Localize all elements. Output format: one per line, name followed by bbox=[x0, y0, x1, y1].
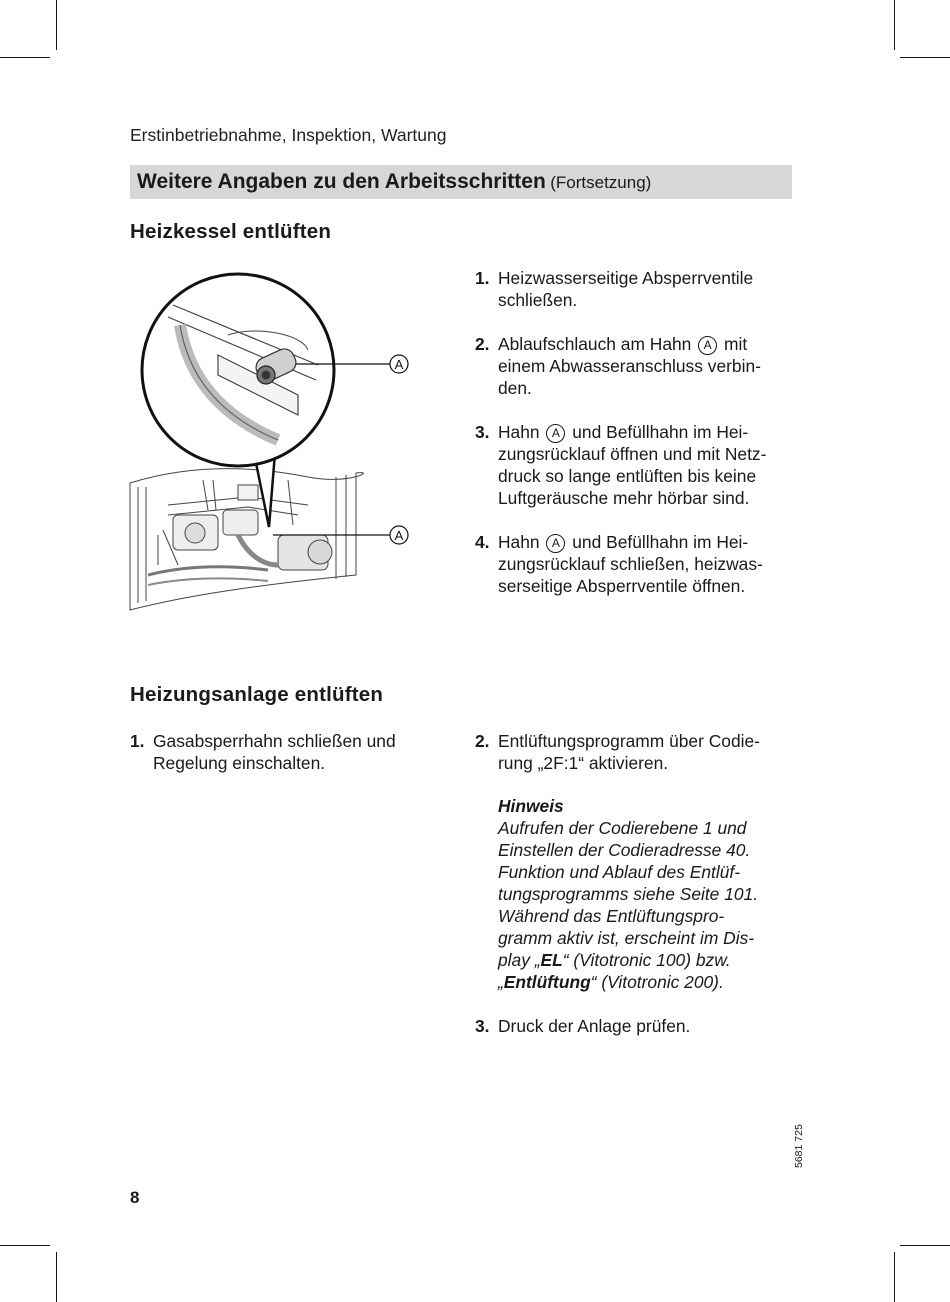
crop-mark bbox=[894, 0, 895, 50]
crop-mark bbox=[56, 1252, 57, 1302]
callout-a-inline: A bbox=[698, 336, 717, 355]
callout-a-bottom-label: A bbox=[394, 528, 404, 543]
step-2-venting-program: 2. Entlüftungsprogramm über Codie- rung „2F:1“ aktivieren. bbox=[475, 731, 760, 773]
crop-mark bbox=[894, 1252, 895, 1302]
crop-mark bbox=[900, 57, 950, 58]
crop-mark bbox=[0, 1245, 50, 1246]
step-4-close-and-open: 4. Hahn A und Befüllhahn im Hei- zungsrücklauf schließen, heizwas- serseitige Absperrventile öffnen. bbox=[475, 532, 763, 596]
heading-heizkessel-entlueften: Heizkessel entlüften bbox=[130, 220, 332, 243]
heading-heizungsanlage-entlueften: Heizungsanlage entlüften bbox=[130, 683, 384, 706]
running-header: Erstinbetriebnahme, Inspektion, Wartung bbox=[130, 125, 447, 145]
section-title: Weitere Angaben zu den Arbeitsschritten bbox=[137, 170, 546, 193]
boiler-lower-drawing bbox=[130, 469, 363, 610]
note-title: Hinweis bbox=[498, 796, 564, 816]
boiler-venting-illustration bbox=[128, 265, 428, 615]
callout-a-inline: A bbox=[546, 534, 565, 553]
callout-a-inline: A bbox=[546, 424, 565, 443]
step-1-gas-valve: 1. Gasabsperrhahn schließen und Regelung einschalten. bbox=[130, 731, 396, 773]
step-1-close-valves: 1. Heizwasserseitige Absperrventile schließen. bbox=[475, 268, 754, 310]
page-number: 8 bbox=[130, 1188, 140, 1207]
step-2-connect-hose: 2. Ablaufschlauch am Hahn A mit einem Abwasseranschluss verbin- den. bbox=[475, 334, 761, 398]
step-3-check-pressure: 3. Druck der Anlage prüfen. bbox=[475, 1016, 691, 1036]
step-3-open-and-vent: 3. Hahn A und Befüllhahn im Hei- zungsrücklauf öffnen und mit Netz- druck so lange entlüften bis keine Luftgeräusche mehr hörbar sind. bbox=[475, 422, 767, 508]
crop-mark bbox=[56, 0, 57, 50]
callout-a-top-label: A bbox=[394, 357, 404, 372]
section-title-bar bbox=[130, 165, 792, 199]
note-block: Hinweis Aufrufen der Codierebene 1 und Einstellen der Codieradresse 40. Funktion und Ablauf des Entlüf- tungsprogramms siehe Seite 101. Während das Entlüftungspro- gramm aktiv ist, erscheint im Dis- play „EL“ (Vitotronic 100) bzw. „Entlüftung“ (Vitotronic 200). bbox=[498, 796, 759, 992]
document-number: 5681 725 bbox=[793, 1124, 805, 1168]
section-title-continuation: (Fortsetzung) bbox=[550, 173, 652, 192]
crop-mark bbox=[900, 1245, 950, 1246]
crop-mark bbox=[0, 57, 50, 58]
